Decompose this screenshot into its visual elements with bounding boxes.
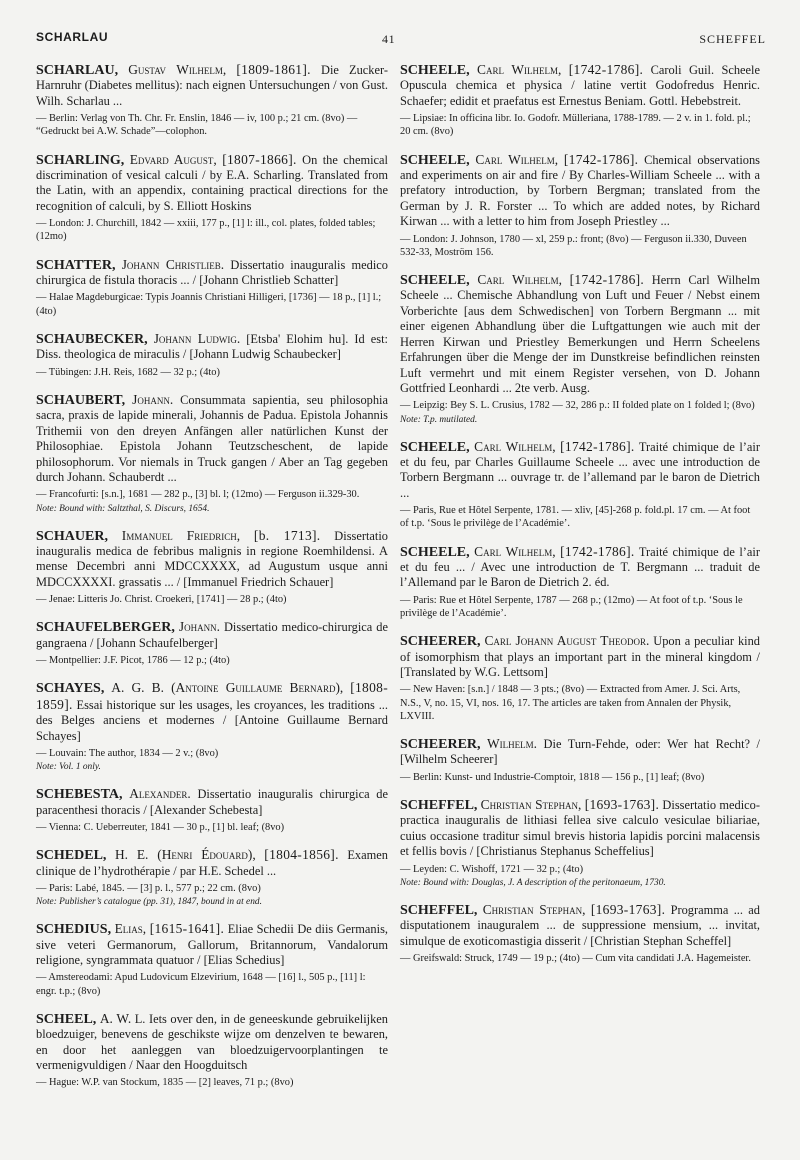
entry-title: Dissertatio inauguralis medico chirurgica de fistula thoracis ... / [Johann Christlieb Schatter]	[36, 257, 388, 288]
entry-heading	[400, 633, 760, 680]
entry-headword: SCHEDIUS,	[36, 922, 112, 938]
entry-note: Note: Vol. 1 only.	[36, 762, 101, 773]
entry-title: Traité chimique de l’air et du feu ... / Avec une introduction de T. Bergmann ... traduit de l’Allemand par le Baron de Dietrich 2. éd.	[400, 544, 760, 590]
entry-imprint: — Tübingen: J.H. Reis, 1682 — 32 p.; (4to)	[36, 366, 220, 378]
catalogue-entry	[36, 1011, 388, 1090]
catalogue-entry	[36, 847, 388, 908]
entry-title: Dissertatio medico-practica inauguralis de lithiasi fellea sive calculo vesiculae biliariae, cuius occasione traditur simul brevis historia lapidis porcini malacensis et fellis bovis / [Christianus Stephanus Scheffelius]	[400, 798, 760, 859]
entry-forenames: A. G. B. (Antoine Guillaume Bernard),	[111, 680, 344, 696]
entry-title: On the chemical discrimination of vesical calculi / by E.A. Scharling. Translated from the Latin, with an appendix, containing practical directions for the recognition of calculi, by S. Elliott Hoskins	[36, 152, 388, 213]
entry-headword: SCHEELE,	[400, 439, 470, 455]
entry-imprint: — London: J. Churchill, 1842 — xxiii, 177 p., [1] l: ill., col. plates, folded tables; (12mo)	[36, 218, 376, 243]
entry-heading	[36, 786, 388, 818]
entry-imprint: — Amstereodami: Apud Ludovicum Elzevirium, 1648 — [16] l., 505 p., [11] l: engr. t.p.; (8vo)	[36, 972, 366, 997]
entry-heading	[36, 62, 388, 109]
entry-dates: [1742-1786].	[560, 543, 635, 559]
entry-headword: SCHEELE,	[400, 152, 470, 168]
catalogue-entry	[400, 439, 760, 531]
catalogue-entry	[36, 619, 388, 667]
catalogue-entry	[400, 152, 760, 259]
entry-note: Note: Bound with: Douglas, J. A description of the peritonaeum, 1730.	[400, 877, 666, 888]
entry-title: Upon a peculiar kind of isomorphism that plays an important part in the mineral kingdom / [Translated by W.G. Lettsom]	[400, 634, 760, 679]
entry-dates: [1742-1786].	[563, 151, 639, 167]
entry-forenames: Gustav Wilhelm,	[128, 62, 227, 77]
catalogue-entry	[36, 680, 388, 773]
entry-headword: SCHEBESTA,	[36, 787, 123, 803]
entry-heading	[36, 680, 388, 744]
entry-dates: [1693-1763].	[584, 797, 660, 813]
entry-forenames: Carl Wilhelm,	[474, 438, 556, 454]
running-head-left: SCHARLAU	[36, 30, 109, 44]
entry-imprint: — Vienna: C. Ueberreuter, 1841 — 30 p., [1] bl. leaf; (8vo)	[36, 822, 285, 834]
entry-headword: SCHAUBECKER,	[36, 331, 148, 347]
entry-headword: SCHATTER,	[36, 257, 116, 273]
entry-imprint: — Halae Magdeburgicae: Typis Joannis Christiani Hilligeri, [1736] — 18 p., [1] l.; (4to)	[36, 292, 382, 317]
entry-headword: SCHEFFEL,	[400, 798, 478, 814]
entry-title: [Etsba' Elohim hu]. Id est: Diss. theologica de miraculis / [Johann Ludwig Schaubecker]	[36, 331, 389, 362]
entry-headword: SCHEELE,	[400, 63, 470, 78]
entry-headword: SCHEELE,	[400, 544, 470, 560]
catalogue-entry	[36, 392, 388, 515]
entry-title: Essai historique sur les usages, les croyances, les traditions ... des Belges anciens et modernes / [Antoine Guillaume Bernard Schayes]	[36, 697, 388, 743]
catalogue-entry	[400, 902, 760, 965]
entry-heading	[36, 1011, 388, 1074]
entry-forenames: Carl Wilhelm,	[475, 151, 559, 167]
entry-forenames: Carl Wilhelm,	[474, 543, 556, 559]
entry-forenames: Carl Johann August Theodor.	[484, 633, 650, 649]
entry-imprint: — Paris, Rue et Hôtel Serpente, 1781. — xliv, [45]-268 p. fold.pl. 17 cm. — At foot of t.p. ‘Sous le privilège de l’Académie’.	[400, 505, 751, 530]
entry-headword: SCHEDEL,	[36, 848, 107, 864]
entry-imprint: — Francofurti: [s.n.], 1681 — 282 p., [3] bl. l; (12mo) — Ferguson ii.329-30.	[36, 489, 360, 501]
catalogue-entry	[400, 633, 760, 723]
entry-imprint: — Berlin: Verlag von Th. Chr. Fr. Enslin, 1846 — iv, 100 p.; 21 cm. (8vo) — “Gedruckt bei A.W. Schade”—colophon.	[36, 113, 358, 138]
entry-heading	[36, 528, 388, 591]
entry-note: Note: Publisher’s catalogue (pp. 31), 1847, bound in at end.	[36, 897, 262, 908]
entry-heading	[400, 152, 760, 230]
entry-imprint: — Lipsiae: In officina libr. Io. Godofr. Mülleriana, 1788-1789. — 2 v. in 1. fold. pl.; 20 cm. (8vo)	[400, 113, 751, 138]
entry-dates: [1808-1859].	[36, 680, 388, 712]
catalogue-entry	[36, 152, 388, 244]
entry-dates: [1807-1866].	[222, 151, 297, 167]
entry-imprint: — Hague: W.P. van Stockum, 1835 — [2] leaves, 71 p.; (8vo)	[36, 1077, 294, 1089]
catalogue-entry	[400, 544, 760, 621]
entry-heading	[400, 439, 760, 502]
catalogue-entry	[400, 62, 760, 139]
entry-imprint: — New Haven: [s.n.] / 1848 — 3 pts.; (8vo) — Extracted from Amer. J. Sci. Arts, N.S., V, no. 15, VI, nos. 16, 17. The articles are taken from Annalen der Physik, LXVIII.	[400, 684, 741, 722]
entry-forenames: Edvard August,	[129, 151, 217, 167]
catalogue-entry	[36, 921, 388, 998]
entry-heading	[400, 272, 760, 396]
entry-heading	[400, 736, 760, 768]
entry-heading	[400, 62, 760, 109]
entry-forenames: Wilhelm.	[487, 736, 538, 751]
entry-heading	[36, 331, 388, 363]
entry-forenames: Alexander.	[129, 786, 191, 802]
entry-title: Die Turn-Fehde, oder: Wer hat Recht? / [Wilhelm Scheerer]	[400, 737, 760, 767]
entry-headword: SCHEFFEL,	[400, 902, 478, 918]
entry-forenames: Johann.	[132, 391, 174, 407]
entry-headword: SCHEEL,	[36, 1011, 97, 1027]
entry-headword: SCHARLAU,	[36, 63, 119, 78]
left-column	[36, 62, 388, 1103]
entry-forenames: H. E. (Henri Édouard),	[115, 847, 256, 863]
entry-dates: [1615-1641].	[149, 921, 225, 937]
running-head-right: SCHEFFEL	[699, 32, 766, 46]
entry-heading	[36, 847, 388, 879]
catalogue-entry	[400, 272, 760, 425]
entry-forenames: Elias,	[114, 921, 147, 937]
entry-imprint: — Paris: Rue et Hôtel Serpente, 1787 — 268 p.; (12mo) — At foot of t.p. ‘Sous le privilège de l’Académie’.	[400, 594, 743, 619]
entry-heading	[36, 619, 388, 651]
running-head	[36, 30, 766, 50]
entry-title: Dissertatio medico-chirurgica de gangraena / [Johann Schaufelberger]	[36, 620, 388, 650]
entry-headword: SCHEERER,	[400, 737, 481, 752]
entry-title: Dissertatio inauguralis medica de febribus malignis in regione Roemhildensi. A mense Decembri anni MDCCXXXX, ad Augustum usque anni MDCCXXXXI. grassatis ... / [Immanuel Friedrich Schauer]	[36, 528, 388, 589]
entry-forenames: Johann Christlieb.	[121, 256, 225, 272]
entry-dates: [1742-1786].	[568, 62, 644, 77]
entry-forenames: A. W.	[99, 1010, 132, 1026]
entry-forenames: Christian Stephan,	[480, 797, 582, 813]
entry-heading	[36, 257, 388, 289]
page-number: 41	[382, 32, 396, 46]
entry-forenames: Christian Stephan,	[482, 901, 586, 917]
catalogue-entry	[36, 528, 388, 607]
catalogue-entry	[36, 331, 388, 379]
entry-note: Note: Bound with: Saltzthal, S. Discurs, 1654.	[36, 503, 210, 514]
catalogue-entry	[400, 797, 760, 889]
entry-title: Herrn Carl Wilhelm Scheele ... Chemische Abhandlung von Luft und Feuer / Nebst einem Vorberichte [aus dem Schwedischen] von Torbern Bergmann ... mit einer eigenen Abhandlung über die Luftgattungen wie auch mit der Herren Kirwan und Priestley Bemerkungen und Herrn Scheelens Erfahrungen über die Menge der im Dunstkreise befindlichen reinsten Luft vermehrt und mit einem Register versehen, von D. Johann Gottfried Leonhardi ... 2te verb. Ausg.	[400, 273, 761, 395]
entry-imprint: — Montpellier: J.F. Picot, 1786 — 12 p.; (4to)	[36, 655, 230, 667]
entry-dates: [1742-1786].	[569, 272, 645, 288]
entry-note: Note: T.p. mutilated.	[400, 414, 478, 425]
entry-imprint: — Leyden: C. Wishoff, 1721 — 32 p.; (4to)	[400, 863, 584, 875]
entry-title: Consummata sapientia, seu philosophia sacra, praxis de lapide minerali, Johannis de Padua. Epistola Johannis Trithemii von den dreyen Anfängen aller natürlichen Kunst der Philosophiae. Epistola Johann Teutzscheschent, de lapide philosophorum. Vor niemals in Truck gangen / Aber an Tag gegeben durch Johann. Schauberdt ...	[36, 392, 388, 484]
catalogue-entry	[400, 736, 760, 784]
entry-dates: [1742-1786].	[560, 438, 635, 454]
entry-title: Programma ... ad disputationem inauguralem ... de suppressione mensium, ... invitat, simulque de exoticomastigia disserit / [Christian Stephan Scheffel]	[400, 902, 760, 948]
entry-title: Caroli Guil. Scheele Opuscula chemica et physica / latine vertit Godofredus Henric. Schaefer; edidit et praefatus est Ernestus Beniam. Gottl. Hebebstreit.	[400, 63, 760, 108]
entry-forenames: Carl Wilhelm,	[477, 62, 562, 77]
entry-dates: [1804-1856].	[264, 847, 339, 863]
entry-headword: SCHAUER,	[36, 528, 108, 544]
entry-heading	[400, 544, 760, 591]
entry-heading	[36, 152, 388, 215]
entry-dates: [1693-1763].	[590, 901, 666, 917]
entry-forenames: Carl Wilhelm,	[477, 272, 562, 288]
entry-title: Die Zucker-Harnruhr (Diabetes mellitus): nach eignen Untersuchungen / von Gust. Wilh. Scharlau ...	[36, 63, 389, 108]
entry-heading	[400, 902, 760, 949]
entry-forenames: Johann.	[178, 619, 220, 635]
entry-imprint: — London: J. Johnson, 1780 — xl, 259 p.: front; (8vo) — Ferguson ii.330, Duveen 532-33, Moström 156.	[400, 233, 747, 258]
entry-headword: SCHAYES,	[36, 681, 105, 697]
entry-forenames: Immanuel Friedrich,	[121, 527, 241, 543]
entry-headword: SCHAUBERT,	[36, 392, 126, 408]
entry-dates: [b. 1713].	[253, 527, 321, 543]
entry-headword: SCHAUFELBERGER,	[36, 620, 175, 636]
entry-heading	[400, 797, 760, 860]
entry-heading	[36, 392, 388, 485]
catalogue-entry	[36, 786, 388, 834]
entry-imprint: — Leipzig: Bey S. L. Crusius, 1782 — 32, 286 p.: II folded plate on 1 folded l; (8vo)	[400, 400, 755, 412]
entry-heading	[36, 921, 388, 968]
entry-headword: SCHEELE,	[400, 273, 470, 289]
right-column	[400, 62, 760, 978]
entry-headword: SCHARLING,	[36, 152, 125, 168]
entry-imprint: — Jenae: Litteris Jo. Christ. Croekeri, [1741] — 28 p.; (4to)	[36, 594, 287, 606]
entry-title: Traité chimique de l’air et du feu, par Charles Guillaume Scheele ... avec une introduction de Torbern Bergmann ... ouvrage tr. de l’allemand par le baron de Dietrich ...	[400, 439, 760, 500]
catalogue-entry	[36, 257, 388, 318]
catalogue-entry	[36, 62, 388, 139]
entry-title: Examen clinique de l’hydrothérapie / par H.E. Schedel ...	[36, 848, 388, 878]
entry-imprint: — Greifswald: Struck, 1749 — 19 p.; (4to) — Cum vita candidati J.A. Hagemeister.	[400, 953, 751, 965]
entry-headword: SCHEERER,	[400, 634, 481, 650]
entry-title: L. Iets over den, in de geneeskunde gebruikelijken bloedzuiger, benevens de geschikste wijze om denzelven te bewaren, en door het aanleggen van bloedzuigervoorplantingen te vermenigvuldigen / Naar den Hoogduitsch	[36, 1011, 388, 1073]
entry-dates: [1809-1861].	[236, 62, 311, 77]
entry-title: Chemical observations and experiments on air and fire / By Charles-William Scheele ... with a prefatory introduction, by Torbern Bergman; translated from the German by J. R. Forster ... To which are added notes, by Richard Kirwan ... with a letter to him from Joseph Priestley ...	[400, 152, 760, 229]
entry-imprint: — Louvain: The author, 1834 — 2 v.; (8vo)	[36, 748, 219, 759]
entry-forenames: Johann Ludwig.	[153, 330, 241, 346]
entry-title: Dissertatio inauguralis chirurgica de paracenthesi thoracis / [Alexander Schebesta]	[36, 787, 388, 817]
entry-imprint: — Berlin: Kunst- und Industrie-Comptoir, 1818 — 156 p., [1] leaf; (8vo)	[400, 771, 705, 783]
entry-title: Eliae Schedii De diis Germanis, sive veteri Germanorum, Gallorum, Britannorum, Vandalorum religione, syngrammata quatuor / [Elias Schedius]	[36, 922, 388, 968]
entry-imprint: — Paris: Labé, 1845. — [3] p. l., 577 p.; 22 cm. (8vo)	[36, 883, 261, 895]
